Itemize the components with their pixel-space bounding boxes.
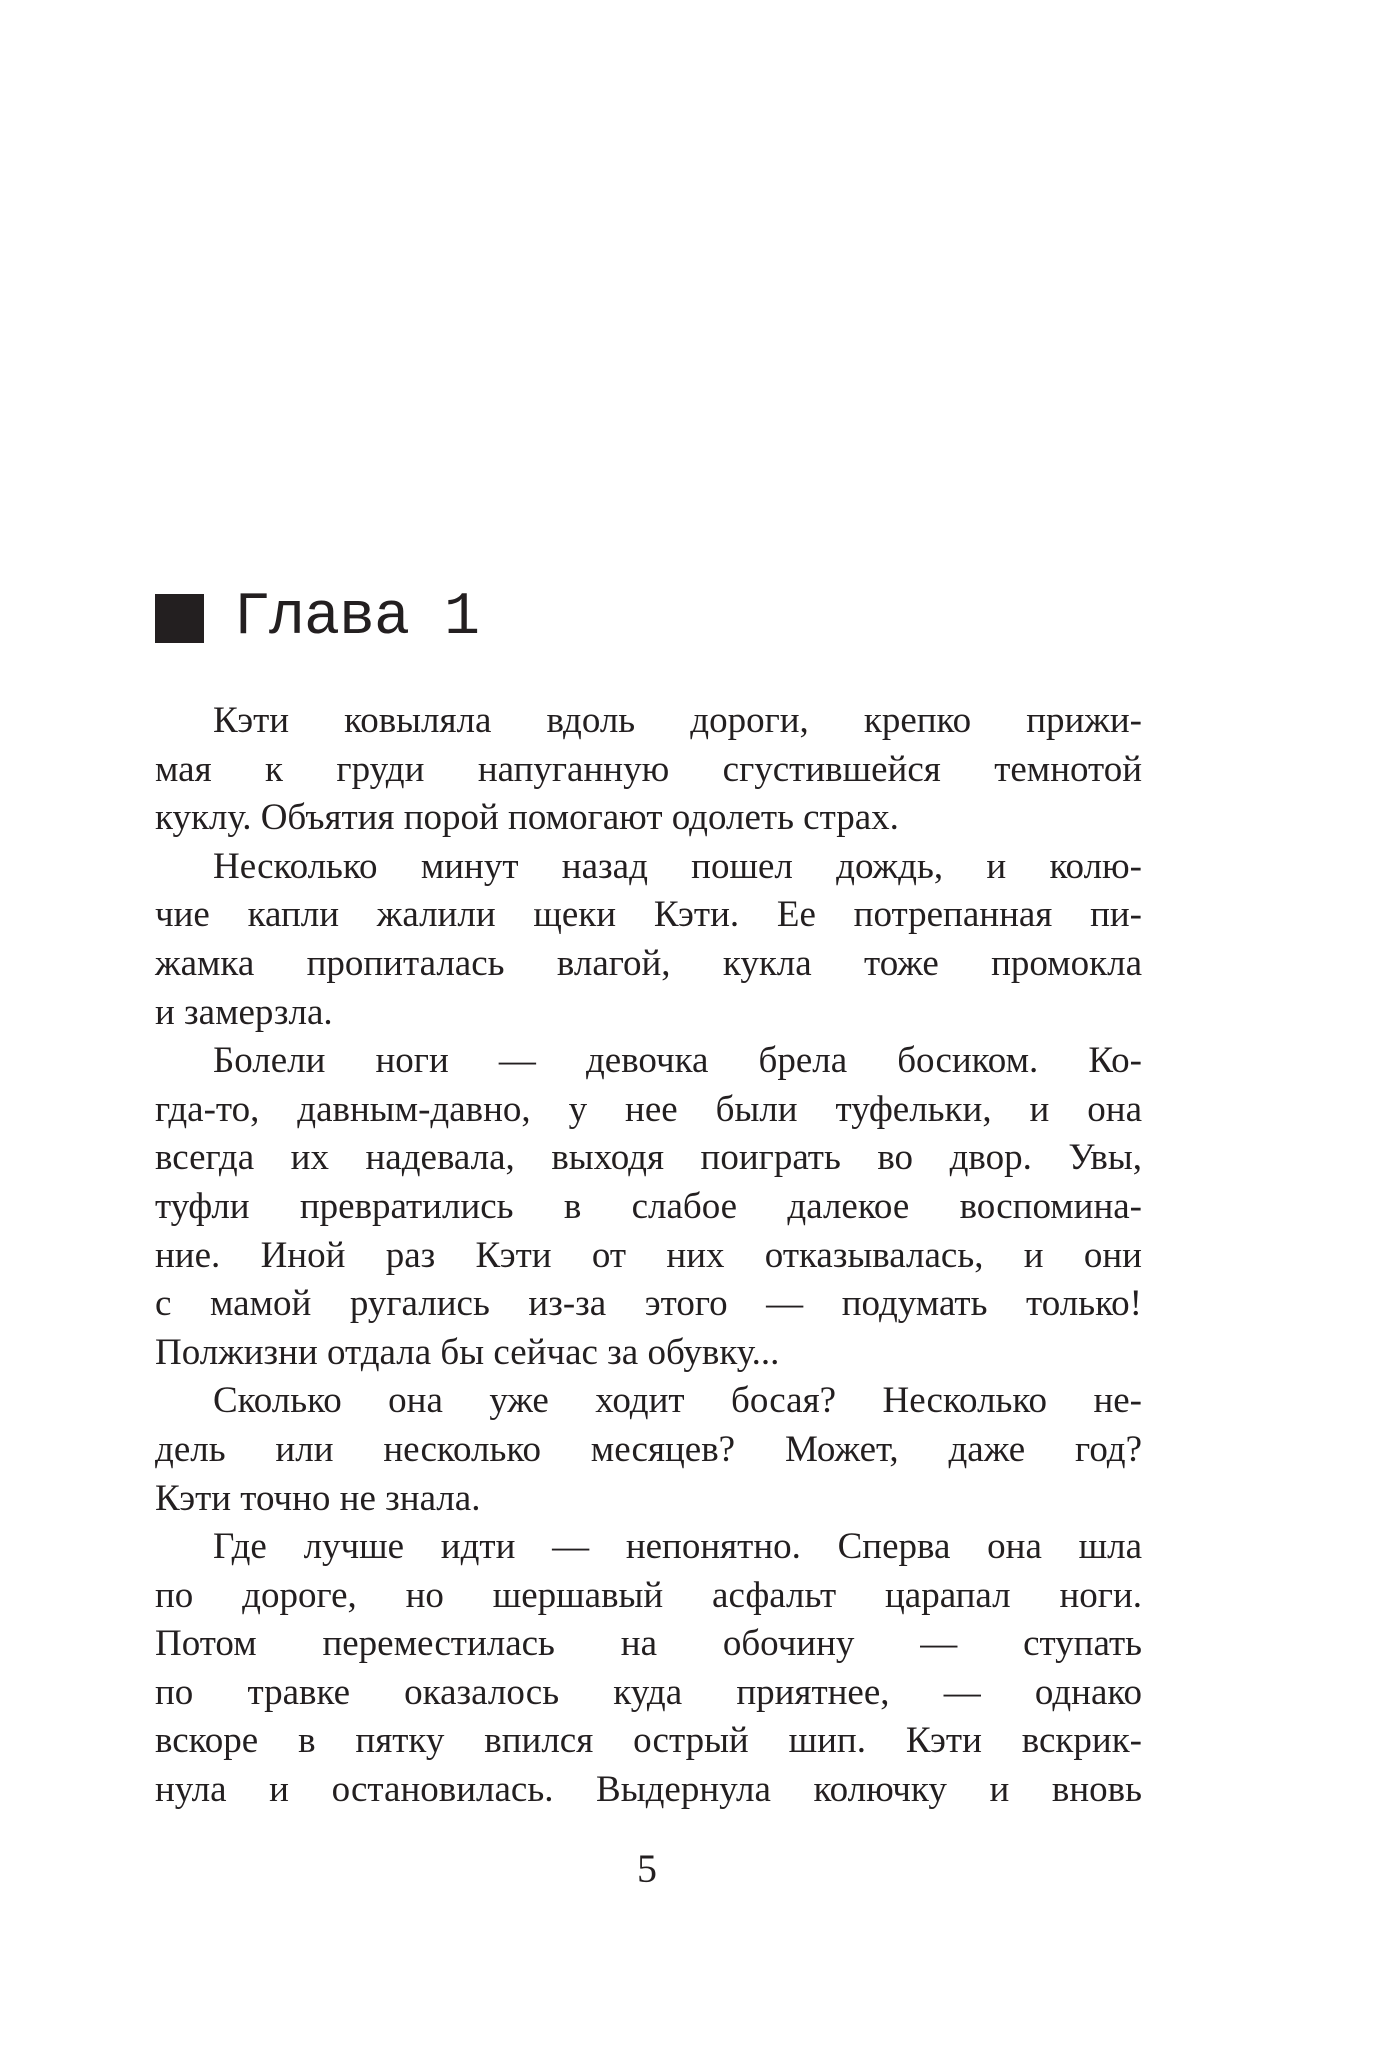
chapter-square-icon <box>155 594 204 643</box>
text-line: жамка пропиталась влагой, кукла тоже промокла <box>155 942 1142 984</box>
chapter-title: Глава 1 <box>234 584 480 652</box>
text-line: по дороге, но шершавый асфальт царапал ноги. <box>155 1574 1142 1616</box>
text-line: мая к груди напуганную сгустившейся темнотой <box>155 748 1142 790</box>
text-line: Болели ноги — девочка брела босиком. Ко- <box>213 1040 1142 1082</box>
chapter-heading <box>155 584 480 652</box>
text-line: дель или несколько месяцев? Может, даже год? <box>155 1428 1142 1470</box>
page-number: 5 <box>637 1846 657 1891</box>
text-line: Потом переместилась на обочину — ступать <box>155 1623 1142 1665</box>
text-line: Где лучше идти — непонятно. Сперва она шла <box>213 1526 1142 1568</box>
text-line: Кэти точно не знала. <box>155 1477 481 1519</box>
text-line: Сколько она уже ходит босая? Несколько не- <box>213 1380 1142 1422</box>
body-text <box>155 697 1142 1815</box>
text-line: и замерзла. <box>155 991 333 1033</box>
text-line: куклу. Объятия порой помогают одолеть страх. <box>155 797 899 839</box>
text-line: гда-то, давным-давно, у нее были туфельки, и она <box>155 1088 1142 1130</box>
text-line: всегда их надевала, выходя поиграть во двор. Увы, <box>155 1137 1142 1179</box>
text-line: ние. Иной раз Кэти от них отказывалась, и они <box>155 1234 1142 1276</box>
text-line: Кэти ковыляла вдоль дороги, крепко прижи- <box>213 700 1142 741</box>
text-line: Полжизни отдала бы сейчас за обувку... <box>155 1331 780 1373</box>
text-line: туфли превратились в слабое далекое воспомина- <box>155 1185 1142 1227</box>
text-line: Несколько минут назад пошел дождь, и колю- <box>213 845 1142 887</box>
text-line: с мамой ругались из-за этого — подумать только! <box>155 1283 1142 1325</box>
text-line: нула и остановилась. Выдернула колючку и вновь <box>155 1769 1142 1811</box>
text-line: чие капли жалили щеки Кэти. Ее потрепанная пи- <box>155 894 1142 936</box>
text-line: по травке оказалось куда приятнее, — однако <box>155 1671 1142 1713</box>
text-line: вскоре в пятку впился острый шип. Кэти вскрик- <box>155 1720 1142 1762</box>
